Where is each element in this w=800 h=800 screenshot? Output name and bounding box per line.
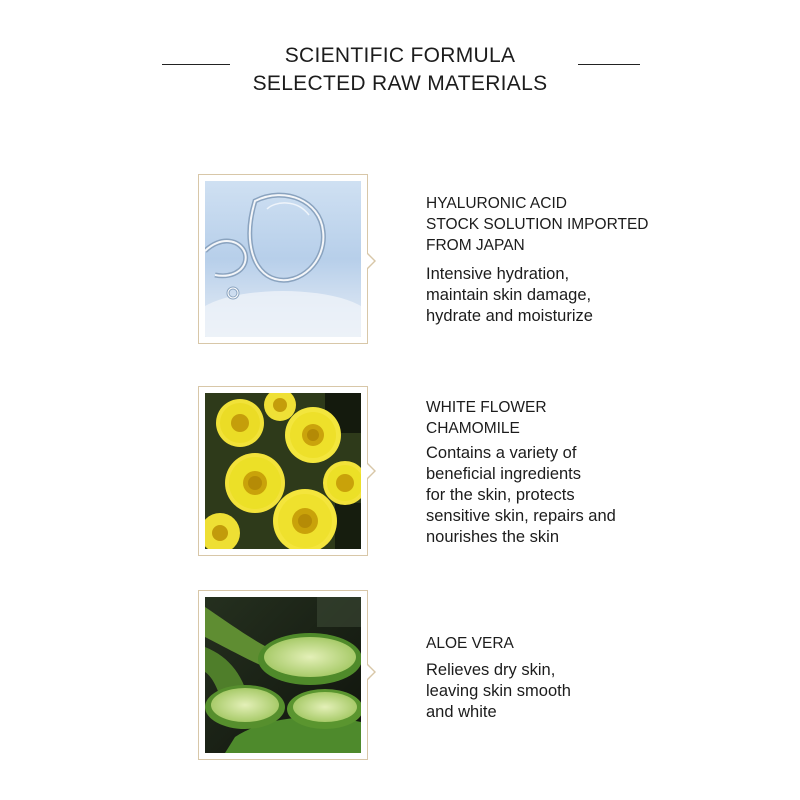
hyaluronic-acid-drops-image bbox=[205, 181, 361, 337]
ingredient-text-chamomile bbox=[426, 397, 686, 548]
aloe-vera-slices-image bbox=[205, 597, 361, 753]
page-title-line-2: SELECTED RAW MATERIALS bbox=[252, 72, 548, 95]
ingredient-card-hyaluronic bbox=[198, 174, 368, 344]
page-title-line-1: SCIENTIFIC FORMULA bbox=[284, 44, 516, 67]
ingredient-description: Intensive hydration, maintain skin damage, hydrate and moisturize bbox=[426, 265, 593, 325]
ingredient-card-aloe bbox=[198, 590, 368, 760]
ingredient-title: ALOE VERA bbox=[426, 635, 514, 652]
chamomile-flowers-image bbox=[205, 393, 361, 549]
ingredient-card-chamomile bbox=[198, 386, 368, 556]
ingredient-text-hyaluronic bbox=[426, 193, 686, 327]
ingredient-description: Contains a variety of beneficial ingredients for the skin, protects sensitive skin, repairs and nourishes the skin bbox=[426, 444, 616, 546]
ingredient-title: HYALURONIC ACID STOCK SOLUTION IMPORTED FROM JAPAN bbox=[426, 195, 649, 254]
ingredient-description: Relieves dry skin, leaving skin smooth and white bbox=[426, 661, 571, 721]
ingredient-text-aloe bbox=[426, 633, 686, 723]
ingredient-title: WHITE FLOWER CHAMOMILE bbox=[426, 399, 547, 437]
card-pointer-inner bbox=[366, 463, 374, 479]
card-pointer-inner bbox=[366, 664, 374, 680]
card-pointer-inner bbox=[366, 253, 374, 269]
